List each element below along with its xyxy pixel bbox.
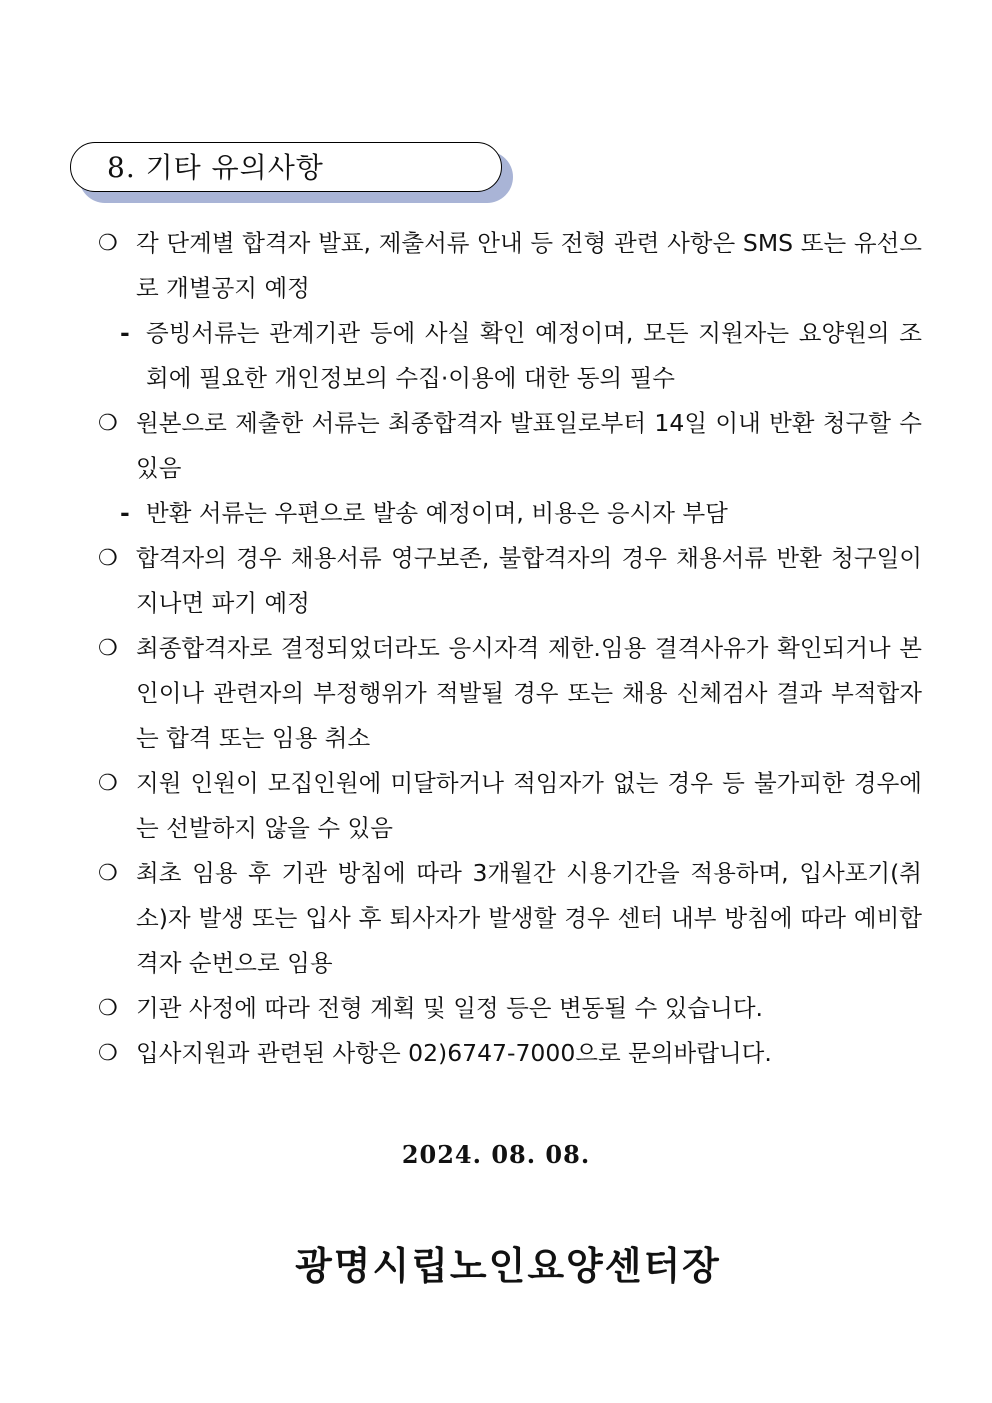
notice-sub-item-text: 증빙서류는 관계기관 등에 사실 확인 예정이며, 모든 지원자는 요양원의 조회에 필요한 개인정보의 수집·이용에 대한 동의 필수 bbox=[146, 319, 922, 392]
notice-item-text: 기관 사정에 따라 전형 계획 및 일정 등은 변동될 수 있습니다. bbox=[136, 994, 763, 1022]
notice-item bbox=[98, 761, 922, 851]
circle-bullet-icon: ❍ bbox=[98, 231, 118, 256]
document-date: 2024. 08. 08. bbox=[401, 1140, 591, 1169]
circle-bullet-icon: ❍ bbox=[98, 546, 118, 571]
circle-bullet-icon: ❍ bbox=[98, 996, 118, 1021]
notice-item bbox=[98, 221, 922, 311]
notice-sub-item-text: 반환 서류는 우편으로 발송 예정이며, 비용은 응시자 부담 bbox=[146, 499, 728, 527]
section-header bbox=[70, 142, 506, 196]
notice-item bbox=[98, 986, 922, 1031]
notice-item-text: 각 단계별 합격자 발표, 제출서류 안내 등 전형 관련 사항은 SMS 또는 유선으로 개별공지 예정 bbox=[136, 229, 922, 302]
notice-list bbox=[98, 221, 922, 1076]
notice-sub-item bbox=[98, 311, 922, 401]
notice-item-text: 합격자의 경우 채용서류 영구보존, 불합격자의 경우 채용서류 반환 청구일이 지나면 파기 예정 bbox=[136, 544, 922, 617]
section-title: 8. 기타 유의사항 bbox=[107, 151, 324, 184]
circle-bullet-icon: ❍ bbox=[98, 636, 118, 661]
notice-item bbox=[98, 851, 922, 986]
circle-bullet-icon: ❍ bbox=[98, 411, 118, 436]
notice-item-text: 원본으로 제출한 서류는 최종합격자 발표일로부터 14일 이내 반환 청구할 수 있음 bbox=[136, 409, 922, 482]
circle-bullet-icon: ❍ bbox=[98, 1041, 118, 1066]
notice-item bbox=[98, 1031, 922, 1076]
section-header-box bbox=[70, 142, 502, 192]
notice-item bbox=[98, 626, 922, 761]
notice-item-text: 최초 임용 후 기관 방침에 따라 3개월간 시용기간을 적용하며, 입사포기(취소)자 발생 또는 입사 후 퇴사자가 발생할 경우 센터 내부 방침에 따라 예비합격자 순번으로 임용 bbox=[136, 859, 922, 977]
notice-item-text: 지원 인원이 모집인원에 미달하거나 적임자가 없는 경우 등 불가피한 경우에는 선발하지 않을 수 있음 bbox=[136, 769, 922, 842]
circle-bullet-icon: ❍ bbox=[98, 771, 118, 796]
notice-item bbox=[98, 401, 922, 491]
dash-bullet-icon: - bbox=[120, 499, 130, 527]
notice-item-text: 입사지원과 관련된 사항은 02)6747-7000으로 문의바랍니다. bbox=[136, 1039, 772, 1067]
notice-sub-item bbox=[98, 491, 922, 536]
issuer-signature: 광명시립노인요양센터장 bbox=[295, 1243, 721, 1288]
dash-bullet-icon: - bbox=[120, 319, 130, 347]
circle-bullet-icon: ❍ bbox=[98, 861, 118, 886]
notice-item bbox=[98, 536, 922, 626]
notice-item-text: 최종합격자로 결정되었더라도 응시자격 제한.임용 결격사유가 확인되거나 본인이나 관련자의 부정행위가 적발될 경우 또는 채용 신체검사 결과 부적합자는 합격 또는 임용 취소 bbox=[136, 634, 922, 752]
